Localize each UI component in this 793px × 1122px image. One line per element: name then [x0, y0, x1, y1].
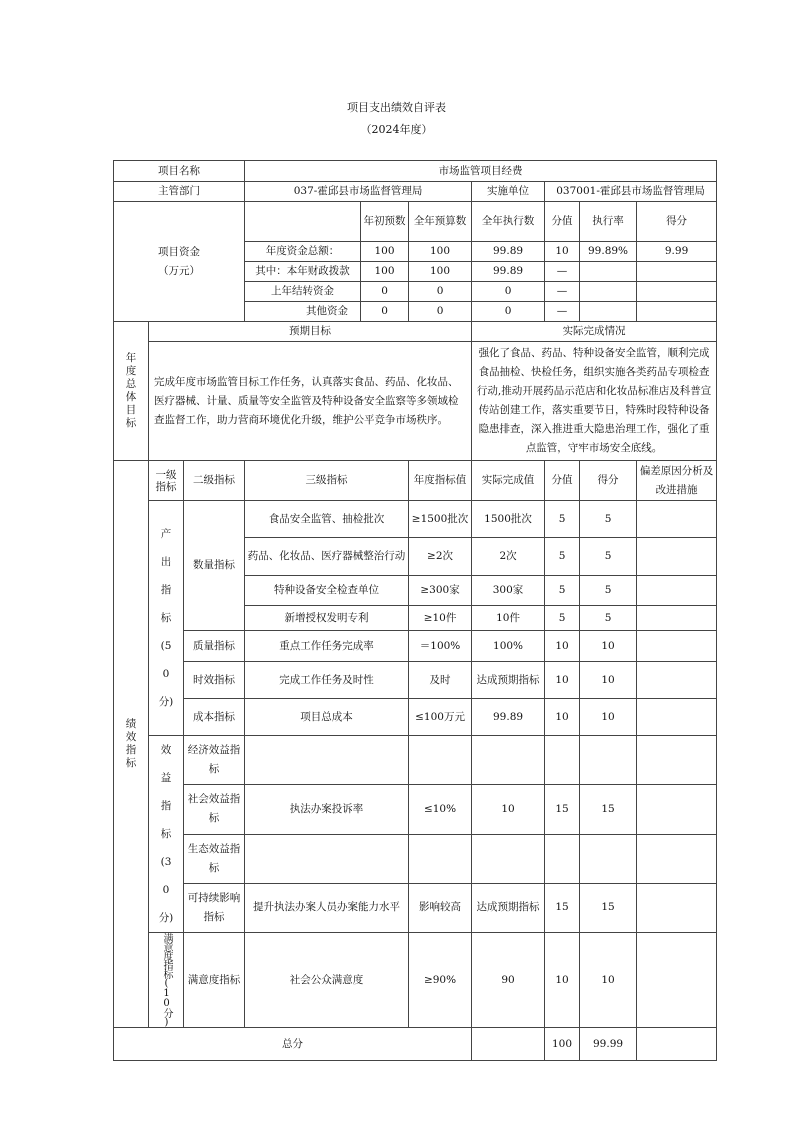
funds-header-budget: 全年预算数 [409, 202, 472, 242]
level3: 食品安全监管、抽检批次 [245, 501, 409, 538]
weight: 10 [545, 933, 580, 1028]
target: ≤100万元 [409, 699, 472, 736]
level3: 社会公众满意度 [245, 933, 409, 1028]
fund-weight: — [545, 262, 580, 282]
score: 5 [580, 606, 637, 631]
header-level2: 二级指标 [184, 461, 245, 501]
target: 及时 [409, 662, 472, 699]
actual: 10 [472, 785, 545, 834]
page-title: 项目支出绩效自评表 [347, 101, 446, 114]
fund-name: 其中：本年财政拨款 [245, 262, 361, 282]
fund-rate [580, 282, 637, 302]
level3: 新增授权发明专利 [245, 606, 409, 631]
actual [472, 834, 545, 883]
weight: 10 [545, 631, 580, 662]
indicator-row [114, 662, 717, 699]
target: ≥10件 [409, 606, 472, 631]
level3 [245, 834, 409, 883]
group-output: 产出指标(50分) [149, 501, 184, 736]
header-score: 得分 [580, 461, 637, 501]
department-row [114, 182, 717, 202]
weight: 15 [545, 785, 580, 834]
target: ≥90% [409, 933, 472, 1028]
evaluation-table [113, 160, 717, 1061]
indicator-row [114, 834, 717, 883]
score [580, 834, 637, 883]
indicator-row [114, 883, 717, 932]
level2: 生态效益指标 [184, 834, 245, 883]
target: ≤10% [409, 785, 472, 834]
group-satisfaction: 满意度指标(10分) [149, 933, 184, 1028]
weight [545, 834, 580, 883]
target: ≥1500批次 [409, 501, 472, 538]
indicator-row [114, 736, 717, 785]
level3: 完成工作任务及时性 [245, 662, 409, 699]
goals-actual-header: 实际完成情况 [472, 322, 717, 342]
deviation [637, 834, 717, 883]
goals-content-row [114, 342, 717, 461]
project-name-value: 市场监管项目经费 [245, 161, 717, 182]
fund-initial: 100 [361, 242, 409, 262]
fund-executed: 0 [472, 282, 545, 302]
deviation [637, 606, 717, 631]
fund-initial: 0 [361, 302, 409, 322]
total-weight: 100 [545, 1028, 580, 1061]
level2: 质量指标 [184, 631, 245, 662]
unit-label: 实施单位 [472, 182, 545, 202]
actual: 2次 [472, 538, 545, 576]
fund-name: 年度资金总额： [245, 242, 361, 262]
score: 5 [580, 576, 637, 606]
score: 15 [580, 785, 637, 834]
score: 10 [580, 631, 637, 662]
fund-rate [580, 302, 637, 322]
unit-value: 037001-霍邱县市场监督管理局 [545, 182, 717, 202]
level2: 满意度指标 [184, 933, 245, 1028]
goals-actual-text: 强化了食品、药品、特种设备安全监管，顺利完成食品抽检、快检任务，组织实施各类药品专项检查行动,推动开展药品示范店和化妆品标准店及科普宣传站创建工作，落实重要节日，特殊时段特种设备隐患排查，深入推进重大隐患治理工作，强化了重点监管，守牢市场安全底线。 [472, 342, 717, 461]
project-name-label: 项目名称 [114, 161, 245, 182]
deviation [637, 699, 717, 736]
level2: 社会效益指标 [184, 785, 245, 834]
target: ＝100% [409, 631, 472, 662]
fund-budget: 0 [409, 282, 472, 302]
funds-header-row [114, 202, 717, 242]
funds-header-rate: 执行率 [580, 202, 637, 242]
weight [545, 736, 580, 785]
fund-weight: — [545, 282, 580, 302]
indicators-label: 绩效指标 [114, 461, 149, 1028]
dept-label: 主管部门 [114, 182, 245, 202]
score: 10 [580, 933, 637, 1028]
fund-rate: 99.89% [580, 242, 637, 262]
actual: 达成预期指标 [472, 662, 545, 699]
header-level1: 一级指标 [149, 461, 184, 501]
weight: 15 [545, 883, 580, 932]
score: 5 [580, 538, 637, 576]
header-deviation: 偏差原因分析及改进措施 [637, 461, 717, 501]
page-subtitle: （2024年度） [360, 123, 433, 136]
goals-expected-text: 完成年度市场监管目标工作任务，认真落实食品、药品、化妆品、医疗器械、计量、质量等安全监管及特种设备安全监察等多领域检查监督工作，助力营商环境优化升级，维护公平竞争市场秩序。 [149, 342, 472, 461]
deviation [637, 883, 717, 932]
score [580, 736, 637, 785]
project-name-row [114, 161, 717, 182]
weight: 5 [545, 538, 580, 576]
funds-label-text: 项目资金 [158, 245, 201, 258]
group-benefit: 效益指标(30分) [149, 736, 184, 933]
goals-header-row [114, 322, 717, 342]
level2: 可持续影响指标 [184, 883, 245, 932]
level3 [245, 736, 409, 785]
goals-expected-header: 预期目标 [149, 322, 472, 342]
fund-budget: 100 [409, 262, 472, 282]
target [409, 736, 472, 785]
fund-score: 9.99 [637, 242, 717, 262]
actual: 99.89 [472, 699, 545, 736]
fund-weight: 10 [545, 242, 580, 262]
funds-header-initial: 年初预数 [361, 202, 409, 242]
indicators-header-row [114, 461, 717, 501]
funds-header-score: 得分 [637, 202, 717, 242]
weight: 10 [545, 662, 580, 699]
actual: 300家 [472, 576, 545, 606]
dept-value: 037-霍邱县市场监督管理局 [245, 182, 472, 202]
total-target [472, 1028, 545, 1061]
actual: 90 [472, 933, 545, 1028]
fund-executed: 0 [472, 302, 545, 322]
level2: 时效指标 [184, 662, 245, 699]
fund-score [637, 282, 717, 302]
funds-unit: （万元） [158, 264, 201, 277]
fund-executed: 99.89 [472, 242, 545, 262]
actual: 1500批次 [472, 501, 545, 538]
actual: 达成预期指标 [472, 883, 545, 932]
fund-initial: 100 [361, 262, 409, 282]
fund-budget: 100 [409, 242, 472, 262]
total-row [114, 1028, 717, 1061]
fund-score [637, 302, 717, 322]
weight: 5 [545, 606, 580, 631]
weight: 5 [545, 501, 580, 538]
target: ≥2次 [409, 538, 472, 576]
header-weight: 分值 [545, 461, 580, 501]
indicator-row [114, 785, 717, 834]
score: 10 [580, 662, 637, 699]
fund-name: 其他资金 [245, 302, 361, 322]
actual: 100% [472, 631, 545, 662]
level3: 重点工作任务完成率 [245, 631, 409, 662]
deviation [637, 736, 717, 785]
deviation [637, 538, 717, 576]
indicator-row [114, 501, 717, 538]
level2: 经济效益指标 [184, 736, 245, 785]
score: 15 [580, 883, 637, 932]
deviation [637, 785, 717, 834]
indicator-row [114, 933, 717, 1028]
score: 10 [580, 699, 637, 736]
funds-label [114, 202, 245, 322]
fund-budget: 0 [409, 302, 472, 322]
actual: 10件 [472, 606, 545, 631]
total-deviation [637, 1028, 717, 1061]
total-label: 总分 [114, 1028, 472, 1061]
weight: 5 [545, 576, 580, 606]
funds-header-executed: 全年执行数 [472, 202, 545, 242]
fund-score [637, 262, 717, 282]
deviation [637, 631, 717, 662]
header-actual: 实际完成值 [472, 461, 545, 501]
funds-header-weight: 分值 [545, 202, 580, 242]
goals-label: 年度总体目标 [114, 322, 149, 461]
fund-name: 上年结转资金 [245, 282, 361, 302]
deviation [637, 501, 717, 538]
actual [472, 736, 545, 785]
indicator-row [114, 699, 717, 736]
weight: 10 [545, 699, 580, 736]
target [409, 834, 472, 883]
level3: 特种设备安全检查单位 [245, 576, 409, 606]
fund-rate [580, 262, 637, 282]
fund-executed: 99.89 [472, 262, 545, 282]
indicator-row [114, 631, 717, 662]
header-level3: 三级指标 [245, 461, 409, 501]
level2: 成本指标 [184, 699, 245, 736]
level3: 项目总成本 [245, 699, 409, 736]
deviation [637, 933, 717, 1028]
deviation [637, 576, 717, 606]
fund-weight: — [545, 302, 580, 322]
score: 5 [580, 501, 637, 538]
deviation [637, 662, 717, 699]
fund-initial: 0 [361, 282, 409, 302]
target: 影响较高 [409, 883, 472, 932]
funds-blank-header [245, 202, 361, 242]
level3: 执法办案投诉率 [245, 785, 409, 834]
target: ≥300家 [409, 576, 472, 606]
level2: 数量指标 [184, 501, 245, 631]
level3: 药品、化妆品、医疗器械整治行动 [245, 538, 409, 576]
header-target: 年度指标值 [409, 461, 472, 501]
total-score: 99.99 [580, 1028, 637, 1061]
level3: 提升执法办案人员办案能力水平 [245, 883, 409, 932]
